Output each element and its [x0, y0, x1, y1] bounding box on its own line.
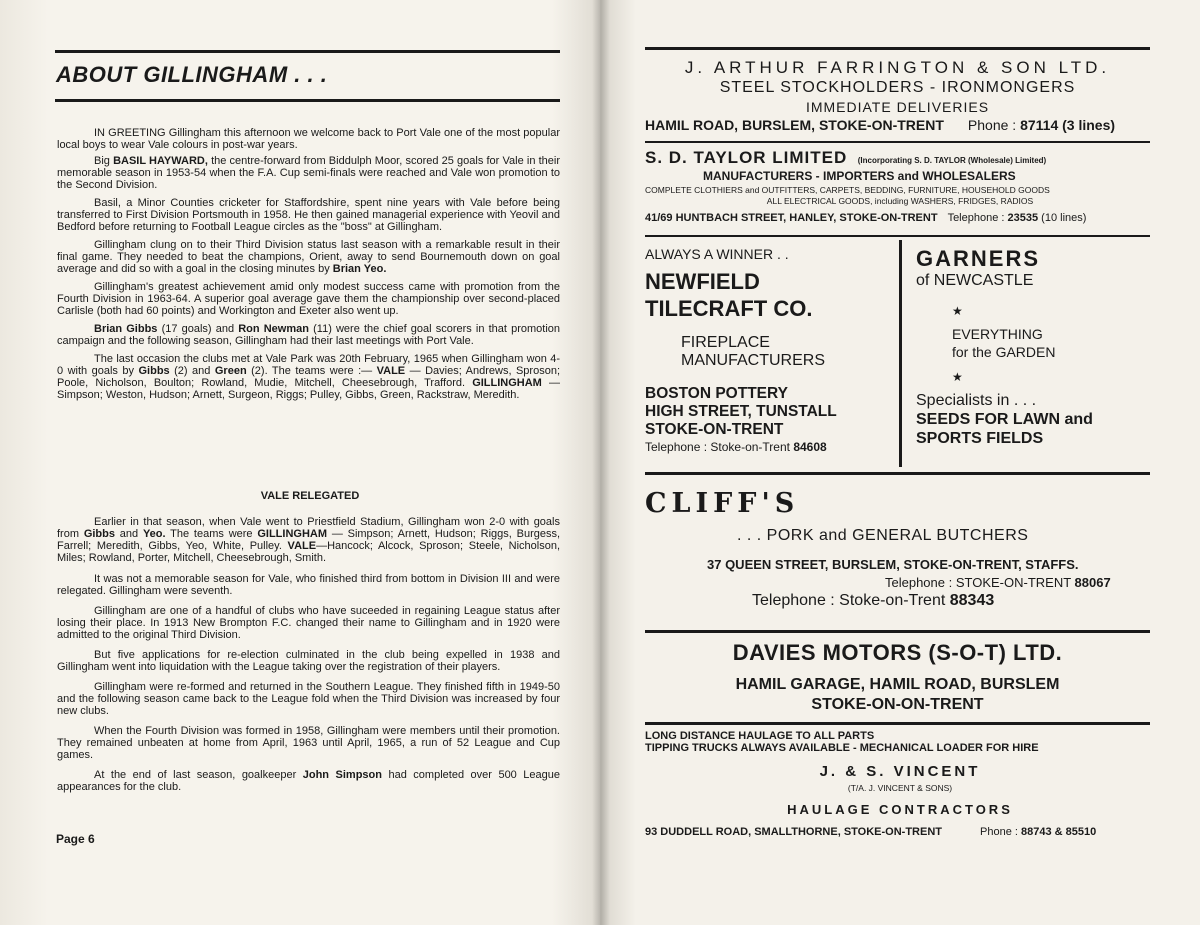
spine-shadow	[592, 0, 610, 925]
star-icon: ★	[952, 304, 963, 318]
ad-phone: Telephone : STOKE-ON-TRENT 88067	[885, 575, 1111, 590]
article-paragraph: Gillingham were re-formed and returned in the Southern League. They finished fifth in 1949-50 and the following season came back to the League fold when the Third Division was increased by four new clubs.	[57, 681, 560, 717]
ad-phone: Telephone : Stoke-on-Trent 84608	[645, 440, 827, 454]
ad-phone: Telephone : Stoke-on-Trent 88343	[752, 592, 995, 609]
ad-tagline: . . . PORK and GENERAL BUTCHERS	[737, 527, 1029, 544]
article-body-1	[57, 127, 560, 401]
article-paragraph: Gillingham are one of a handful of clubs who have suceeded in regaining League status after losing their place. In 1913 New Brompton F.C. changed their name to Gillingham and in 1920 were admitted to the original Third Division.	[57, 605, 560, 641]
ad-company-name: TILECRAFT CO.	[645, 296, 813, 321]
ad-rule	[645, 722, 1150, 725]
article-paragraph: At the end of last season, goalkeeper John Simpson had completed over 500 League appearances for the club.	[57, 769, 560, 793]
article-paragraph: Big BASIL HAYWARD, the centre-forward from Biddulph Moor, scored 25 goals for Vale in their memorable season in 1953-54 when the F.A. Cup semi-finals were reached and Vale won promotion to the Second Division.	[57, 155, 560, 191]
ad-newfield	[645, 246, 890, 454]
page-number: Page 6	[56, 832, 95, 846]
ad-line: EVERYTHING	[952, 326, 1043, 342]
ad-line: FIREPLACE	[681, 334, 770, 351]
ad-davies	[645, 640, 1150, 714]
ad-line: for the GARDEN	[952, 344, 1056, 360]
ad-line: LONG DISTANCE HAULAGE TO ALL PARTS	[645, 730, 875, 742]
ad-company-name: GARNERS	[916, 246, 1041, 271]
ad-line: HAULAGE CONTRACTORS	[787, 802, 1013, 817]
article-paragraph: Basil, a Minor Counties cricketer for Staffordshire, spent nine years with Vale before being transferred to First Division Portsmouth in 1958. He then gained managerial experience with Yeovil and Bedford before returning to Football League circles as the "boss" at Gillingham.	[57, 197, 560, 233]
subheading: VALE RELEGATED	[260, 490, 360, 502]
right-page	[600, 0, 1200, 925]
ad-divider	[899, 240, 902, 467]
ad-rule	[645, 630, 1150, 633]
article-paragraph: Earlier in that season, when Vale went to Priestfield Stadium, Gillingham won 2-0 with goals from Gibbs and Yeo. The teams were GILLINGHAM — Simpson; Arnett, Hudson; Riggs, Burgess, Farrell; Meredith, Gibbs, Yeo, White, Pulley. VALE—Hancock; Alcock, Sproson; Steele, Nicholson, Miles; Rowland, Porter, Mitchell, Cheesebrough, Smith.	[57, 516, 561, 564]
ad-vincent	[645, 730, 1155, 838]
ad-line: MANUFACTURERS - IMPORTERS and WHOLESALERS	[703, 169, 1016, 183]
ad-company-name: S. D. TAYLOR LIMITED	[645, 148, 848, 167]
ad-rule	[645, 472, 1150, 475]
ad-note: (Incorporating S. D. TAYLOR (Wholesale) Limited)	[857, 156, 1047, 165]
ad-note: (T/A. J. VINCENT & SONS)	[847, 783, 953, 793]
ad-company-name: CLIFF'S	[645, 488, 800, 519]
article-paragraph: When the Fourth Division was formed in 1958, Gillingham were members until their promotion. They remained unbeaten at home from April, 1963 until April, 1965, a run of 52 League and Cup games.	[57, 725, 560, 761]
article-paragraph: It was not a memorable season for Vale, who finished third from bottom in Division III and were relegated. Gillingham were seventh.	[57, 573, 560, 597]
article-body-2	[57, 516, 560, 793]
ad-company-name: DAVIES MOTORS (S-O-T) LTD.	[732, 640, 1063, 665]
ad-line: IMMEDIATE DELIVERIES	[805, 99, 990, 115]
article-paragraph: IN GREETING Gillingham this afternoon we welcome back to Port Vale one of the most popular local boys to wear Vale colours in post-war years.	[57, 127, 560, 151]
player-name: BASIL HAYWARD,	[113, 155, 208, 167]
ad-cliffs	[645, 488, 1155, 610]
ad-company-name: NEWFIELD	[645, 269, 760, 294]
ad-line: STEEL STOCKHOLDERS - IRONMONGERS	[719, 79, 1076, 96]
article-paragraph: Brian Gibbs (17 goals) and Ron Newman (11) were the chief goal scorers in that promotion campaign and the following season, Gillingham had their last meetings with Port Vale.	[57, 323, 561, 347]
ad-rule	[645, 235, 1150, 237]
ad-farrington	[645, 58, 1150, 133]
ad-line: SPORTS FIELDS	[916, 430, 1044, 447]
ad-address: 37 QUEEN STREET, BURSLEM, STOKE-ON-TRENT, STAFFS.	[707, 557, 1079, 572]
ad-rule	[645, 141, 1150, 143]
article-paragraph: Gillingham clung on to their Third Division status last season with a remarkable result in their final game. They needed to beat the champions, Orient, away to send Bournemouth down on goal average and did so with a goal in the closing minutes by Brian Yeo.	[57, 239, 560, 275]
ad-line: MANUFACTURERS	[681, 352, 826, 369]
ad-line: ALL ELECTRICAL GOODS, including WASHERS, FRIDGES, RADIOS	[766, 196, 1034, 206]
ad-line: Specialists in . . .	[916, 392, 1037, 409]
ad-line: SEEDS FOR LAWN and	[916, 411, 1093, 428]
article-paragraph: Gillingham's greatest achievement amid only modest success came with promotion from the Fourth Division in 1963-64. A superior goal average gave them the championship over second-placed Carlisle (both had 60 points) and Workington and Exeter also went up.	[57, 281, 560, 317]
ad-line: COMPLETE CLOTHIERS and OUTFITTERS, CARPETS, BEDDING, FURNITURE, HOUSEHOLD GOODS	[645, 185, 1050, 195]
ad-taylor	[645, 148, 1155, 224]
top-rule	[55, 50, 560, 53]
ad-line: TIPPING TRUCKS ALWAYS AVAILABLE - MECHANICAL LOADER FOR HIRE	[645, 742, 1039, 754]
ad-garners	[916, 246, 1156, 448]
ad-line: HIGH STREET, TUNSTALL	[645, 403, 837, 420]
ad-line: STOKE-ON-TRENT	[645, 421, 784, 438]
ad-company-name: J. ARTHUR FARRINGTON & SON LTD.	[684, 58, 1111, 77]
ad-address-line: 93 DUDDELL ROAD, SMALLTHORNE, STOKE-ON-TRENT Phone : 88743 & 85510	[645, 826, 1097, 838]
ad-rule	[645, 47, 1150, 50]
ad-address-line: HAMIL ROAD, BURSLEM, STOKE-ON-TRENT Phone : 87114 (3 lines)	[645, 117, 1116, 133]
ad-address-line: 41/69 HUNTBACH STREET, HANLEY, STOKE-ON-TRENT Telephone : 23535 (10 lines)	[645, 212, 1087, 224]
ad-line: HAMIL GARAGE, HAMIL ROAD, BURSLEM	[735, 676, 1060, 693]
page-title: ABOUT GILLINGHAM . . .	[56, 62, 328, 87]
ad-line: of NEWCASTLE	[916, 272, 1034, 289]
ad-line: BOSTON POTTERY	[645, 385, 788, 402]
article-paragraph: But five applications for re-election culminated in the club being expelled in 1938 and Gillingham went into liquidation with the League taking over the registration of their players.	[57, 649, 560, 673]
article-paragraph: The last occasion the clubs met at Vale Park was 20th February, 1965 when Gillingham won 4-0 with goals by Gibbs (2) and Green (2). The teams were :— VALE — Davies; Andrews, Sproson; Poole, Nicholson, Boulton; Rowland, Mudie, Mitchell, Cheesebrough, Trafford. GILLINGHAM — Simpson; Weston, Hudson; Arnett, Surgeon, Riggs; Pulley, Gibbs, Green, Rackstraw, Meredith.	[57, 353, 560, 401]
star-icon: ★	[952, 370, 963, 384]
ad-tagline: ALWAYS A WINNER . .	[645, 246, 789, 262]
ad-line: STOKE-ON-ON-TRENT	[811, 696, 984, 713]
title-rule	[55, 99, 560, 102]
ad-company-name: J. & S. VINCENT	[819, 763, 981, 780]
